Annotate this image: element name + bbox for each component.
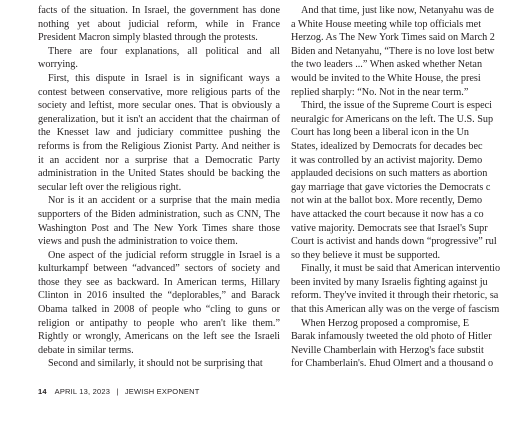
paragraph-line: have attacked the court because it now has a co: [291, 208, 484, 220]
paragraph-line: vative majority. Democrats see that Israel's Supr: [291, 222, 488, 234]
paragraph-line: And that time, just like now, Netanyahu was de: [301, 5, 494, 16]
paragraph-line: reform. They've invited it through their rhetoric, sa: [291, 290, 499, 302]
footer-separator: |: [116, 387, 119, 396]
paragraph: Second and similarly, it should not be surprising that: [48, 358, 263, 370]
article-right-column: [291, 4, 512, 371]
paragraph-line: Court has long been a liberal icon in the Un: [291, 127, 469, 139]
paragraph-line: When Herzog proposed a compromise, E: [301, 317, 470, 329]
paragraph-line: States, idealized by Democrats for decades bec: [291, 140, 483, 152]
paragraph: Nor is it an accident or a surprise that the main media supporters of the Biden administration, such as CNN, The Washington Post and The New York Times share those views and push the administration to voice them.: [38, 195, 280, 248]
paragraph: One aspect of the judicial reform struggle in Israel is a kulturkampf between “advanced” sectors of society and those they see as backward. In American terms, Hillary Clinton in 2016 insulted the “deplorables,” and Barack Obama talked in 2008 of people who “cling to guns or religion or antipathy to people who aren't like them.” Rightly or wrongly, Americans on the left see the Israeli debate in similar terms.: [38, 249, 280, 356]
paragraph-line: Barak infamously tweeted the old photo of Hitler: [291, 331, 492, 343]
paragraph-line: Neville Chamberlain with Herzog's face substit: [291, 344, 484, 356]
paragraph-line: it was controlled by an activist majority. Demo: [291, 154, 483, 166]
paragraph-line: so they believe it must be supported.: [291, 249, 441, 261]
paragraph-line: Biden and Netanyahu, “There is no love lost betw: [291, 45, 495, 57]
paragraph-line: applauded decisions on such matters as abortion: [291, 168, 488, 180]
paragraph-line: Third, the issue of the Supreme Court is especi: [301, 100, 492, 112]
paragraph-line: not win at the ballot box. More recently, Demo: [291, 195, 483, 207]
paragraph-line: for Chamberlain's. Ehud Olmert and a thousand o: [291, 358, 494, 370]
paragraph-line: the two leaders ...” When asked whether Netan: [291, 59, 483, 71]
issue-date: APRIL 13, 2023: [54, 387, 111, 396]
paragraph-line: would be invited to the White House, the presi: [291, 72, 481, 84]
paragraph: First, this dispute in Israel is in significant ways a contest between conservative, more religious parts of the society and leftist, more secular ones. That is obviously a generalization, but it isn't an accident that the chairman of the Knesset law and judiciary committee pushing the reforms is from the Religious Zionist Party. And neither is it an accident nor a surprise that a Democratic Party administration in the United States should be backing the secular left over the religious right.: [38, 72, 280, 193]
paragraph-line: replied sharply: “No. Not in the near term.”: [291, 86, 469, 98]
paragraph: facts of the situation. In Israel, the government has done nothing yet about judicial reform, while in France President Macron simply blasted through the protests.: [38, 5, 280, 44]
page-number: 14: [38, 387, 47, 396]
paragraph-line: that this American ally was on the verge of fascism: [291, 304, 500, 316]
article-left-column: [38, 4, 280, 371]
publication-name: JEWISH EXPONENT: [124, 387, 200, 396]
paragraph-line: been invited by many Israelis fighting against ju: [291, 276, 488, 288]
paragraph: There are four explanations, all political and all worrying.: [38, 45, 280, 71]
paragraph-line: neuralgic for Americans on the left. The U.S. Sup: [291, 113, 494, 125]
paragraph-line: Finally, it must be said that American interventio: [301, 263, 501, 275]
paragraph-line: Court is activist and hands down “progressive” rul: [291, 236, 497, 248]
paragraph-line: Herzog. As The New York Times said on March 2: [291, 32, 495, 44]
paragraph-line: a White House meeting while top officials met: [291, 18, 482, 30]
page-footer: [38, 387, 200, 396]
paragraph-line: gay marriage that gave victories the Democrats c: [291, 181, 491, 193]
